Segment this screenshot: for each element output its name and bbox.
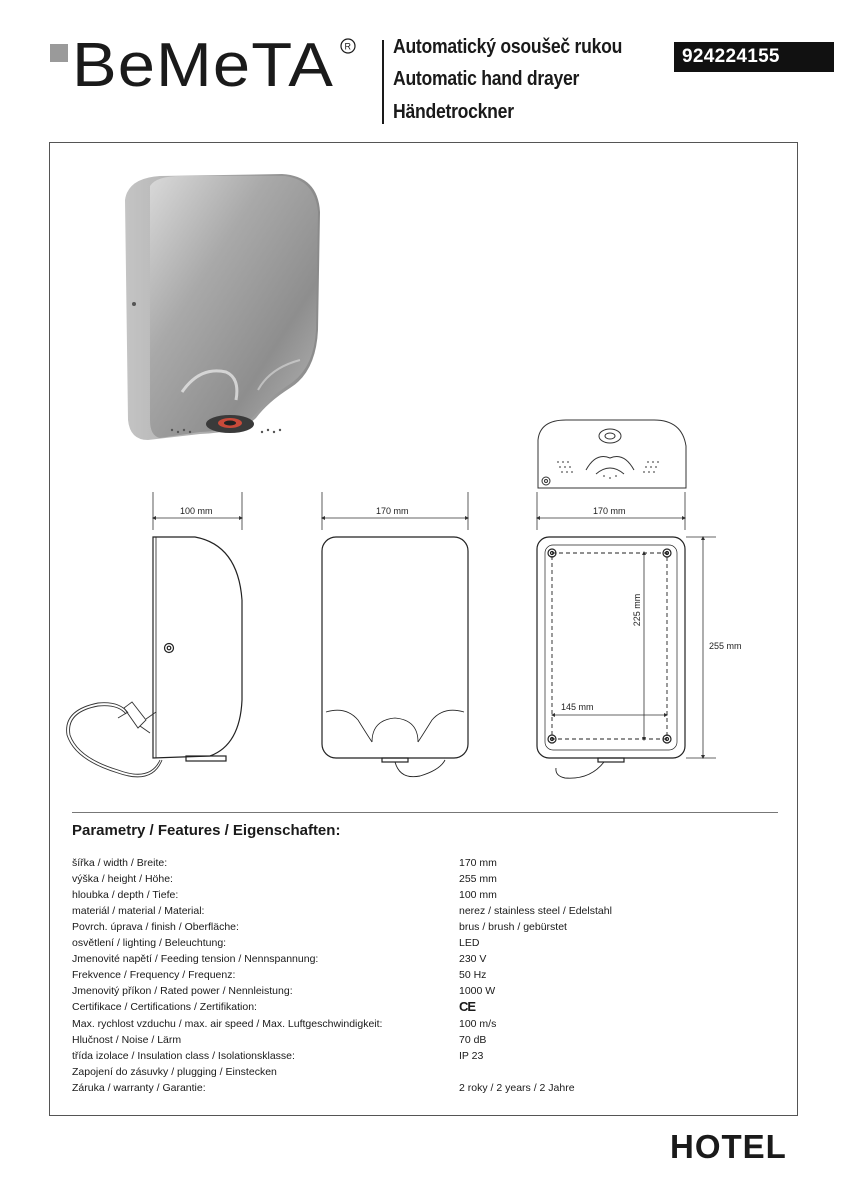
product-code: 924224155 (674, 42, 834, 72)
spec-label: Hlučnost / Noise / Lärm (72, 1034, 182, 1046)
title-german: Händetrockner (393, 101, 514, 123)
spec-value: 50 Hz (459, 969, 487, 981)
back-view-drawing (537, 537, 685, 778)
spec-value: 100 mm (459, 889, 497, 901)
bottom-view-drawing (538, 420, 686, 488)
spec-label: šířka / width / Breite: (72, 857, 168, 869)
dim-back-height: 255 mm (709, 641, 742, 651)
spec-label: Max. rychlost vzduchu / max. air speed / Max. Luftgeschwindigkeit: (72, 1018, 383, 1030)
spec-label: Povrch. úprava / finish / Oberfläche: (72, 921, 239, 933)
spec-value: 255 mm (459, 873, 497, 885)
dim-back-width: 170 mm (593, 506, 626, 516)
svg-text:R: R (344, 41, 351, 52)
spec-label: materiál / material / Material: (72, 905, 205, 917)
dim-mount-horizontal: 145 mm (561, 702, 594, 712)
spec-value: brus / brush / gebürstet (459, 921, 567, 933)
spec-label: Frekvence / Frequency / Frequenz: (72, 969, 236, 981)
spec-value: LED (459, 937, 480, 949)
dim-side-depth: 100 mm (180, 506, 213, 516)
brand-logo-text: BeMeTA (72, 31, 334, 100)
spec-label: Certifikace / Certifications / Zertifikation: (72, 1001, 257, 1013)
ce-mark-icon: CE (459, 999, 476, 1014)
hotel-label: HOTEL (670, 1128, 787, 1165)
dim-mount-vertical: 225 mm (632, 593, 642, 627)
bottom-view-vents (557, 461, 659, 479)
features-heading: Parametry / Features / Eigenschaften: (72, 822, 341, 839)
title-czech: Automatický osoušeč rukou (393, 36, 623, 58)
product-photo (125, 174, 320, 440)
spec-label: třída izolace / Insulation class / Isolationsklasse: (72, 1050, 295, 1062)
front-view-drawing (322, 537, 468, 777)
title-english: Automatic hand drayer (393, 68, 580, 90)
spec-value: IP 23 (459, 1050, 484, 1062)
dim-front-width: 170 mm (376, 506, 409, 516)
spec-value: 1000 W (459, 985, 496, 997)
spec-label: Jmenovitý příkon / Rated power / Nennleistung: (72, 985, 293, 997)
spec-value: 230 V (459, 953, 487, 965)
spec-value: 100 m/s (459, 1018, 497, 1030)
spec-value: 70 dB (459, 1034, 487, 1046)
spec-value: 170 mm (459, 857, 497, 869)
features-divider (72, 812, 778, 813)
spec-label: výška / height / Höhe: (72, 873, 173, 885)
power-cord (67, 702, 162, 777)
spec-label: Jmenovité napětí / Feeding tension / Nennspannung: (72, 953, 319, 965)
side-view-drawing (153, 537, 242, 761)
spec-label: Záruka / warranty / Garantie: (72, 1082, 206, 1094)
spec-value: 2 roky / 2 years / 2 Jahre (459, 1082, 575, 1094)
spec-label: Zapojení do zásuvky / plugging / Einstecken (72, 1066, 277, 1078)
spec-label: osvětlení / lighting / Beleuchtung: (72, 937, 227, 949)
spec-value: nerez / stainless steel / Edelstahl (459, 905, 612, 917)
spec-label: hloubka / depth / Tiefe: (72, 889, 179, 901)
